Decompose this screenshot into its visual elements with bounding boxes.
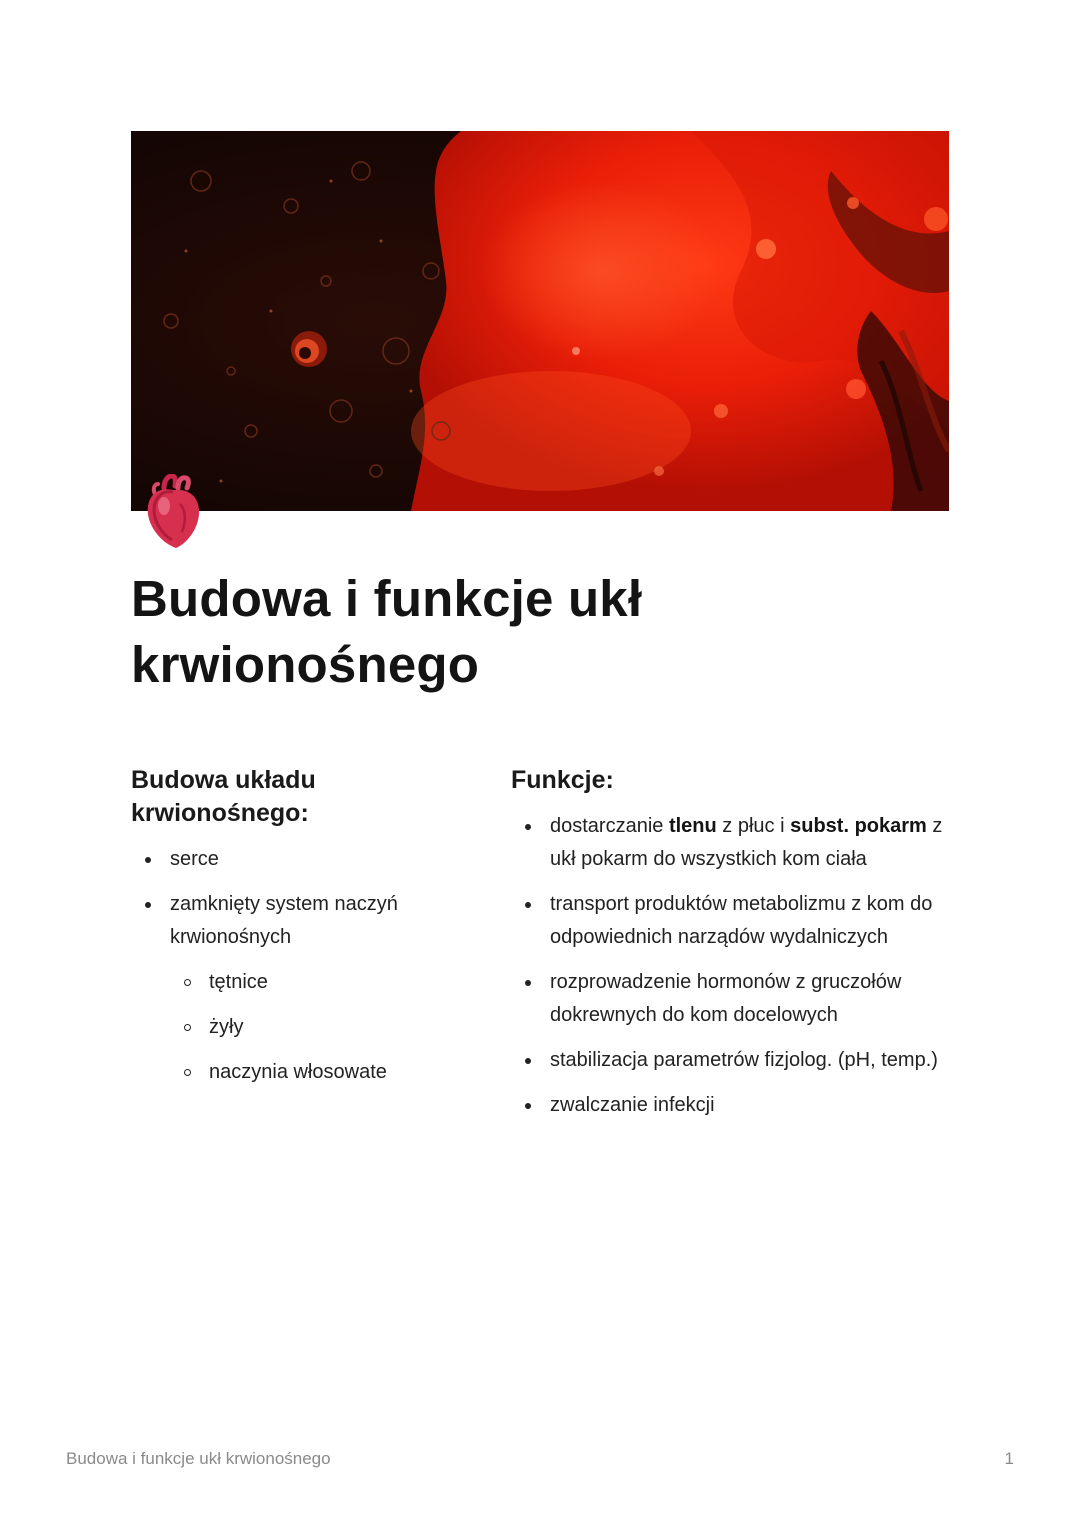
page-title: Budowa i funkcje ukł krwionośnego <box>131 570 643 693</box>
vessel-list <box>170 966 461 1089</box>
list-item: naczynia włosowate <box>170 1056 461 1089</box>
list-item: stabilizacja parametrów fizjolog. (pH, temp.) <box>511 1044 961 1077</box>
structure-heading: Budowa układu krwionośnego: <box>131 766 316 827</box>
list-item: rozprowadzenie hormonów z gruczołów dokrewnych do kom docelowych <box>511 966 961 1032</box>
functions-column <box>511 764 961 1134</box>
list-item: żyły <box>170 1011 461 1044</box>
functions-list <box>511 810 961 1122</box>
list-item: transport produktów metabolizmu z kom do odpowiednich narządów wydalniczych <box>511 888 961 954</box>
footer-title: Budowa i funkcje ukł krwionośnego <box>66 1449 331 1468</box>
list-item: zwalczanie infekcji <box>511 1089 961 1122</box>
structure-column <box>131 764 461 1101</box>
cover-image <box>131 131 949 511</box>
structure-list <box>131 843 461 1089</box>
page-number: 1 <box>1004 1449 1014 1468</box>
list-item: zamknięty system naczyń krwionośnych tętnice żyły naczynia włosowate <box>131 888 461 1089</box>
list-item: tętnice <box>170 966 461 999</box>
list-item: serce <box>131 843 461 876</box>
list-item: dostarczanie tlenu z płuc i subst. pokarm z ukł pokarm do wszystkich kom ciała <box>511 810 961 876</box>
anatomical-heart-icon <box>142 474 204 550</box>
functions-heading: Funkcje: <box>511 766 614 794</box>
